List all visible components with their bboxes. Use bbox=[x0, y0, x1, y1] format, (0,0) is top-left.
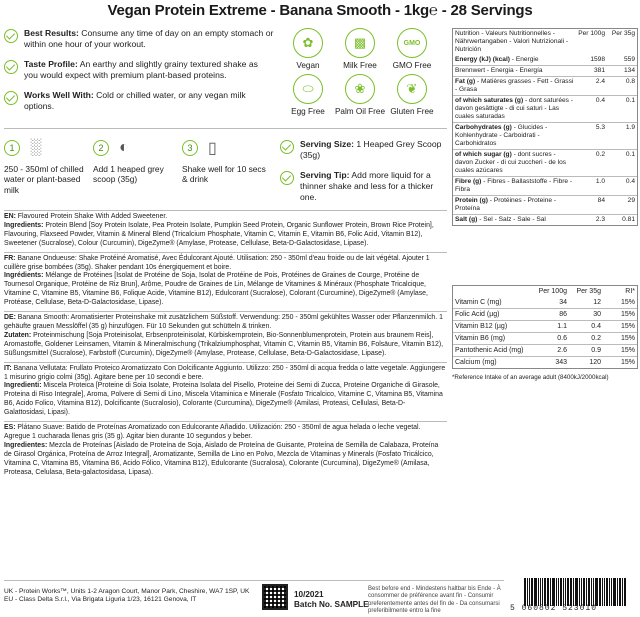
step-text: 250 - 350ml of chilled water or plant-based milk bbox=[4, 164, 84, 195]
glass-icon: ░ bbox=[30, 139, 42, 156]
lang-description: Banana Smooth: Aromatisierter Proteinshake mit zusätzlichem Süßstoff. Verwendung: 250 - 350ml gekühltes Wasser oder Pflanzenmilch. 1 gehäufte grauen Messlöffel (35 g) hinzufügen. Für 10 Sekunden gut schütteln & trinken. bbox=[4, 314, 443, 330]
diet-badges bbox=[282, 28, 442, 116]
bullet-label: Best Results: bbox=[24, 28, 79, 38]
check-icon bbox=[4, 29, 18, 43]
lang-code: ES: bbox=[4, 424, 16, 432]
vitamin-ri: 15% bbox=[620, 323, 635, 330]
lang-description: Banane Ondueuse: Shake Protéiné Aromatisé, Avec Édulcorant Ajouté. Utilisation: 250 - 350ml d'eau froide ou de lait végétal. Ajouter 1 cuillère grise bombées (35g). Shaker pendant 10s énergiquement et boire. bbox=[4, 254, 430, 271]
nutrient-label: of which saturates (g) - dont saturées - davon gesättigte - di cui saturi - Las cuales saturadas bbox=[455, 97, 573, 120]
palm-icon: ❀ bbox=[345, 74, 375, 104]
vitamin-label: Vitamin C (mg) bbox=[455, 299, 502, 306]
vitamin-value-35g: 0.2 bbox=[591, 335, 601, 342]
lang-code: DE: bbox=[4, 314, 16, 322]
vitamin-value-35g: 0.4 bbox=[591, 323, 601, 330]
barcode-bar bbox=[583, 578, 585, 606]
serving-tip-text: Add more liquid for a thinner shake and less for a thicker one. bbox=[300, 170, 434, 202]
nutrient-value-100g: 1598 bbox=[590, 56, 605, 63]
barcode-bar bbox=[581, 578, 582, 606]
nutrient-value-100g: 1.0 bbox=[595, 178, 605, 185]
barcode-bar bbox=[542, 578, 543, 606]
nutrition-row bbox=[453, 55, 637, 65]
bullet-text: Consume any time of day on an empty stomach or within one hour of your workout. bbox=[24, 28, 274, 49]
check-icon bbox=[4, 60, 18, 74]
lang-code: FR: bbox=[4, 254, 16, 262]
col-header: Per 35g bbox=[576, 288, 601, 295]
barcode-bar bbox=[527, 578, 528, 606]
badge-label: Vegan bbox=[296, 61, 320, 70]
vitamin-table bbox=[452, 285, 638, 369]
ingredients-label: Ingredienti: bbox=[4, 382, 42, 390]
lang-code: IT: bbox=[4, 364, 12, 372]
col-header: Per 100g bbox=[538, 288, 567, 295]
nutrient-label: Energy (kJ) (kcal) - Energie bbox=[455, 56, 539, 63]
barcode-bar bbox=[604, 578, 605, 606]
nutrient-value-35g: 0.1 bbox=[625, 97, 635, 104]
ingredients-text: Mezcla de Proteínas [Aislado de Proteína de Soja, Aislado de Proteína de Guisante, Proteína de Semilla de Calabaza, Proteína de Girasol Orgánica, Proteína de Arroz Integral], Aromatizante, Semilla de Lino en Polvo, Mezcla de Vitaminas y Minerals (Fosfato Tricálcico, Vitamina C, Vitamina B5, Vitamina B6, Acido Fólico, Vitamina B12), Edulcorante (Sucralosa), Colorante (Curcumina), DigeZyme® (Amilasa, Proteasa, Celulasa, Beta-galactosidasa, Lipasa). bbox=[4, 441, 439, 476]
barcode-bar bbox=[599, 578, 601, 606]
barcode-bar bbox=[565, 578, 566, 606]
ingredients-text: Protein Blend [Soy Protein Isolate, Pea Protein Isolate, Pumpkin Seed Protein, Organic Sunflower Protein, Brown Rice Protein], Flavouring, Flaxseed Powder, Vitamin & Mineral Blend (Tricalcium Phosphate, Vitamin C, Vitamin E, Vitamin B6, Folic Acid, Vitamin B12), Sweetener (Sucralose), Colour (Curcumin), DigeZyme® (Amylase, Protease, Cellulase, Beta-D-Galactosidase, Lipase). bbox=[4, 221, 434, 247]
nutrition-table bbox=[452, 28, 638, 226]
lang-block-en bbox=[4, 210, 447, 252]
nutrient-label: Fibre (g) - Fibres - Ballaststoffe - Fibre - Fibra bbox=[455, 178, 573, 193]
serving-tip-label: Serving Tip: bbox=[300, 170, 350, 180]
vitamin-row bbox=[453, 356, 637, 368]
bullet-text: Cold or chilled water, or any vegan milk options. bbox=[24, 90, 246, 111]
barcode-bar bbox=[529, 578, 530, 606]
vitamin-value-35g: 30 bbox=[593, 311, 601, 318]
nutrition-row bbox=[453, 149, 637, 176]
nutrient-value-35g: 134 bbox=[623, 67, 635, 74]
barcode-bar bbox=[613, 578, 616, 606]
nutrient-label: Carbohydrates (g) - Glucides - Kohlenhydrate - Carboidrati - Carbohidratos bbox=[455, 124, 548, 147]
badge-label: GMO Free bbox=[392, 61, 432, 70]
vitamin-value-35g: 12 bbox=[593, 299, 601, 306]
bullet-label: Taste Profile: bbox=[24, 59, 78, 69]
step-3 bbox=[182, 136, 266, 195]
nutrition-row bbox=[453, 95, 637, 122]
milk-icon: ▩ bbox=[345, 28, 375, 58]
nutrient-label: of which sugar (g) - dont sucres - davon Zucker - di cui zuccheri - de los cuales azúcares bbox=[455, 151, 567, 174]
badge-label: Gluten Free bbox=[390, 107, 434, 116]
barcode-bar bbox=[602, 578, 603, 606]
check-icon bbox=[4, 91, 18, 105]
badge-label: Milk Free bbox=[343, 61, 377, 70]
vitamin-value-100g: 1.1 bbox=[557, 323, 567, 330]
vitamin-label: Folic Acid (µg) bbox=[455, 311, 500, 318]
nutrition-row bbox=[453, 176, 637, 195]
badge-gluten-free bbox=[386, 74, 438, 116]
barcode-bar bbox=[570, 578, 572, 606]
vitamin-label: Vitamin B12 (µg) bbox=[455, 323, 508, 330]
step-number: 1 bbox=[4, 140, 20, 156]
barcode-bar bbox=[544, 578, 546, 606]
nutrient-value-100g: 0.4 bbox=[595, 97, 605, 104]
barcode-bar bbox=[547, 578, 549, 606]
nutrient-label: Protein (g) - Protéines - Proteine - Proteína bbox=[455, 197, 557, 212]
section-divider bbox=[4, 128, 447, 129]
ingredients-label: Ingrédients: bbox=[4, 272, 44, 280]
vitamin-ri: 15% bbox=[620, 311, 635, 318]
vitamin-value-35g: 120 bbox=[589, 359, 601, 366]
nutrient-label: Fat (g) - Matières grasses - Fett - Grassi - Grasa bbox=[455, 78, 574, 93]
col-header: RI* bbox=[625, 288, 635, 295]
badge-label: Palm Oil Free bbox=[334, 107, 386, 116]
vitamin-value-100g: 2.6 bbox=[557, 347, 567, 354]
ingredients-label: Ingredientes: bbox=[4, 441, 48, 449]
bullet-text: An earthy and slightly grainy textured shake as you would expect with premium plant-based proteins. bbox=[24, 59, 258, 80]
lang-block-es bbox=[4, 421, 447, 480]
vitamin-value-100g: 343 bbox=[555, 359, 567, 366]
barcode-bar bbox=[531, 578, 533, 606]
step-number: 2 bbox=[93, 140, 109, 156]
barcode-bar bbox=[622, 578, 623, 606]
serving-size bbox=[280, 139, 448, 170]
step-1 bbox=[4, 136, 88, 195]
barcode-bar bbox=[575, 578, 578, 606]
footer-divider bbox=[4, 580, 504, 581]
lang-description: Plátano Suave: Batido de Proteínas Aromatizado con Edulcorante Añadido. Utilización: 250 - 350ml de agua helada o leche vegetal. Agregue 1 cucharada llenas gris (35 g). Agitar bien durante 10 segundos y beber. bbox=[4, 424, 421, 440]
vitamin-value-100g: 34 bbox=[559, 299, 567, 306]
nutrient-value-35g: 29 bbox=[627, 197, 635, 204]
vitamin-value-100g: 0.6 bbox=[557, 335, 567, 342]
barcode-bar bbox=[556, 578, 557, 606]
nutrition-row bbox=[453, 76, 637, 95]
barcode-bar bbox=[534, 578, 537, 606]
barcode-bar bbox=[593, 578, 594, 606]
leaf-icon: ✿ bbox=[293, 28, 323, 58]
gmo-icon: GMO bbox=[397, 28, 427, 58]
bullet-works-well-with bbox=[4, 90, 274, 112]
nutrient-label: Brennwert - Energia - Energía bbox=[455, 67, 543, 74]
barcode-bar bbox=[579, 578, 580, 606]
nutrient-label: Salt (g) - Sel - Salz - Sale - Sal bbox=[455, 216, 546, 223]
nutrition-header: Nutrition - Valeurs Nutritionnelles - Nährwertangaben - Valori Nutrizionali - Nutrición bbox=[455, 30, 569, 53]
col-header bbox=[455, 287, 533, 296]
vitamin-label: Vitamin B6 (mg) bbox=[455, 335, 506, 342]
barcode-bar bbox=[591, 578, 592, 606]
bullet-label: Works Well With: bbox=[24, 90, 94, 100]
product-title: Vegan Protein Extreme - Banana Smooth - 1kg℮ - 28 Servings bbox=[107, 2, 533, 19]
nutrient-value-35g: 0.8 bbox=[625, 78, 635, 85]
badge-egg-free bbox=[282, 74, 334, 116]
lang-block-de bbox=[4, 311, 447, 362]
barcode-bar bbox=[563, 578, 564, 606]
bullet-best-results bbox=[4, 28, 274, 50]
nutrient-value-100g: 2.3 bbox=[595, 216, 605, 223]
nutrient-value-35g: 0.81 bbox=[622, 216, 635, 223]
batch-number: Batch No. SAMPLE bbox=[294, 600, 369, 609]
barcode-bar bbox=[558, 578, 559, 606]
barcode-bar bbox=[588, 578, 590, 606]
vitamin-ri: 15% bbox=[620, 335, 635, 342]
company-address: UK - Protein Works™, Units 1-2 Aragon Court, Manor Park, Cheshire, WA7 1SP, UK EU - Class Delta S.r.l., Via Brigata Liguria 1/23, 16121 Genova, IT bbox=[4, 588, 250, 604]
barcode-bar bbox=[619, 578, 621, 606]
vitamin-value-100g: 86 bbox=[559, 311, 567, 318]
vitamin-row bbox=[453, 297, 637, 308]
barcode-bar bbox=[624, 578, 626, 606]
best-before-text: Best before end - Mindestens haltbar bis Ende - À consommer de préférence avant fin - Consumir preferentemente antes del fin de - Da consumarsi preferibilmente entro la fine bbox=[368, 586, 501, 615]
nutrient-value-35g: 559 bbox=[623, 56, 635, 63]
vitamin-ri: 15% bbox=[620, 347, 635, 354]
vitamin-row bbox=[453, 308, 637, 320]
batch-info bbox=[294, 590, 369, 610]
serving-size-text: 1 Heaped Grey Scoop (35g) bbox=[300, 139, 442, 160]
vitamin-label: Pantothenic Acid (mg) bbox=[455, 347, 524, 354]
barcode-bar bbox=[552, 578, 555, 606]
egg-icon: ⬭ bbox=[293, 74, 323, 104]
bullet-taste-profile bbox=[4, 59, 274, 81]
serving-size-label: Serving Size: bbox=[300, 139, 354, 149]
ingredients-text: Proteinmischung [Soja Proteinisolat, Erbsenproteinisolat, Kürbiskernprotein, Bio-Sonnenblumenprotein, Protein aus braunem Reis], Aromastoffe, Goldener Leinsamen, Vitamin & Mineralmischung (Trikalziumphosphat, Vitamin C, Vitamin B5, Vitamin B6, Folsäure, Vitamin B12), Süßungsmittel (Sucralose), Farbstoff (Curcumin), DigeZyme® (Amylase, Protease, Cellulase, Beta-D-Galactosidase, Lipase). bbox=[4, 331, 444, 357]
nutrient-value-100g: 381 bbox=[593, 67, 605, 74]
vitamin-ri: 15% bbox=[620, 299, 635, 306]
vitamin-value-35g: 0.9 bbox=[591, 347, 601, 354]
nutrient-value-35g: 0.4 bbox=[625, 178, 635, 185]
lang-description: Flavoured Protein Shake With Added Sweetener. bbox=[15, 213, 168, 220]
usage-bullets bbox=[4, 28, 274, 121]
barcode-bar bbox=[540, 578, 541, 606]
vitamin-ri: 15% bbox=[620, 359, 635, 366]
preparation-steps bbox=[4, 136, 266, 195]
serving-tip bbox=[280, 170, 448, 212]
lang-block-fr bbox=[4, 252, 447, 311]
check-icon bbox=[280, 140, 294, 154]
ingredients-text: Miscela Proteica [Proteine di Soia Isolate, Proteina Isolata del Pisello, Proteine dei Semi di Zucca, Proteine Organiche di Girasole, Proteina di Riso Integrale], Aroma, Polvere di Semi di Lino, Miscela Vitaminica e Minerale (Fosfato Tricalcico, Vitamine C, Vitamina B5, Vitamina B6, Acido Folico, Vitamina B12), Dolcificante (Sucralosio), Colorante (Curcumina), DigeZyme® (Amilasi, Proteasi, Cellulasi, Beta-D-Galattosidasi, Lipasi). bbox=[4, 382, 443, 417]
lang-code: EN: bbox=[4, 213, 16, 220]
col-header: Per 35g bbox=[611, 30, 635, 37]
nutrition-row bbox=[453, 65, 637, 76]
shaker-icon: ▯ bbox=[208, 140, 217, 157]
vitamin-row bbox=[453, 332, 637, 344]
nutrition-header-row bbox=[453, 29, 637, 55]
barcode-bar bbox=[538, 578, 539, 606]
nutrition-row bbox=[453, 195, 637, 214]
badge-gmo-free bbox=[386, 28, 438, 70]
barcode-bar bbox=[606, 578, 608, 606]
check-icon bbox=[280, 171, 294, 185]
multilingual-text bbox=[4, 210, 447, 480]
barcode-bar bbox=[524, 578, 526, 606]
nutrient-value-35g: 0.1 bbox=[625, 151, 635, 158]
badge-label: Egg Free bbox=[291, 107, 325, 116]
ingredients-label: Ingredients: bbox=[4, 221, 44, 229]
lang-block-it bbox=[4, 362, 447, 421]
nutrient-value-100g: 2.4 bbox=[595, 78, 605, 85]
nutrient-value-35g: 1.9 bbox=[625, 124, 635, 131]
step-text: Shake well for 10 secs & drink bbox=[182, 164, 266, 185]
step-number: 3 bbox=[182, 140, 198, 156]
nutrition-row bbox=[453, 214, 637, 225]
barcode bbox=[524, 578, 636, 606]
reference-note: *Reference Intake of an average adult (8400kJ/2000kcal) bbox=[452, 374, 609, 381]
ingredients-text: Mélange de Protéines [Isolat de Protéine de Soja, Isolat de Protéine de Pois, Protéines de Graines de Courge, Protéine de Tournesol Organique, Protéine de Riz Brun], Arôme, Poudre de Graines de Lin, Mélange de Vitamines & Minéraux (Phosphate Tricalcique, Vitamine C, Vitamine B5, Vitamine B6, Folique Acide, Vitamine B12), Edulcorant (Sucralose), Colorant (Curcumine), DigeZyme® (Amylase, Protéase, Cellulase, Beta-D-Galactosidase, Lipase). bbox=[4, 272, 428, 307]
batch-date: 10/2021 bbox=[294, 590, 324, 599]
qr-code bbox=[262, 584, 288, 610]
barcode-bar bbox=[609, 578, 610, 606]
col-header: Per 100g bbox=[578, 30, 605, 37]
barcode-bar bbox=[573, 578, 574, 606]
badge-milk-free bbox=[334, 28, 386, 70]
ean-number: 5 060802 523010 bbox=[510, 604, 598, 613]
badge-vegan bbox=[282, 28, 334, 70]
barcode-bar bbox=[567, 578, 569, 606]
step-2 bbox=[93, 136, 177, 195]
barcode-bar bbox=[550, 578, 551, 606]
barcode-bar bbox=[617, 578, 618, 606]
badge-palm-oil-free bbox=[334, 74, 386, 116]
barcode-bar bbox=[595, 578, 598, 606]
lang-description: Banana Vellutata: Frullato Proteico Aromatizzato Con Dolcificante Aggiunto. Utilizzo: 250 - 350ml di acqua fredda o latte vegetale. Aggiungere 1 misurino grigio colmi (35g). Agitare bene per 10 secondi e bere. bbox=[4, 364, 446, 381]
step-text: Add 1 heaped grey scoop (35g) bbox=[93, 164, 164, 185]
vitamin-row bbox=[453, 320, 637, 332]
nutrition-row bbox=[453, 122, 637, 149]
barcode-bar bbox=[611, 578, 612, 606]
vitamin-label: Calcium (mg) bbox=[455, 359, 497, 366]
vitamin-header-row bbox=[453, 286, 637, 297]
barcode-bar bbox=[560, 578, 562, 606]
nutrient-value-100g: 5.3 bbox=[595, 124, 605, 131]
nutrient-value-100g: 84 bbox=[597, 197, 605, 204]
vitamin-row bbox=[453, 344, 637, 356]
barcode-bar bbox=[586, 578, 587, 606]
wheat-icon: ❦ bbox=[397, 74, 427, 104]
nutrient-value-100g: 0.2 bbox=[595, 151, 605, 158]
ingredients-label: Zutaten: bbox=[4, 331, 32, 339]
scoop-icon: ◐ bbox=[119, 139, 129, 156]
